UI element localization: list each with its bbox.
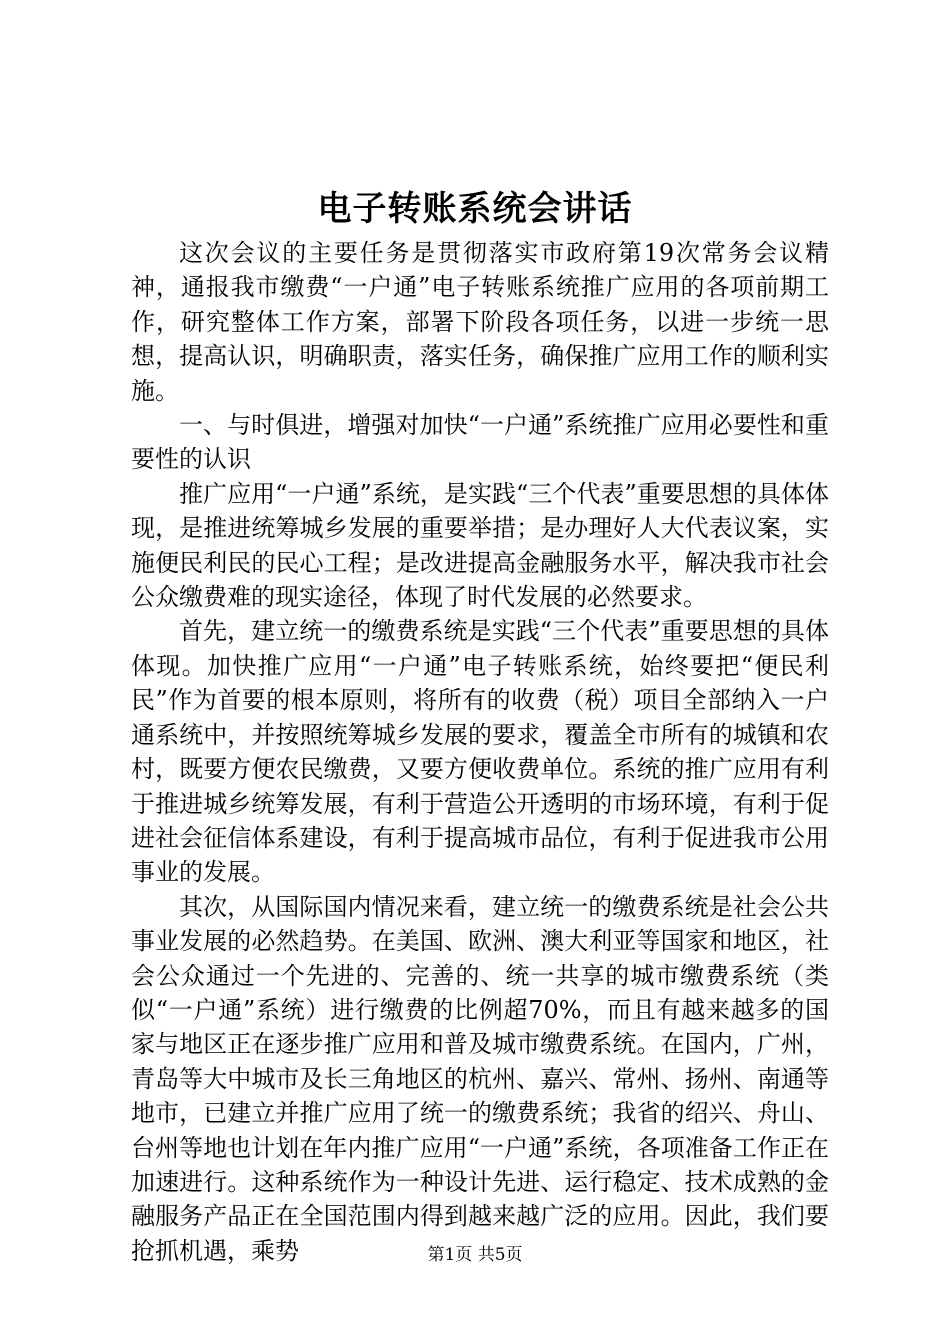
paragraph-second: 其次，从国际国内情况来看，建立统一的缴费系统是社会公共事业发展的必然趋势。在美国、欧洲、澳大利亚等国家和地区，社会公众通过一个先进的、完善的、统一共享的城市缴费系统（类似“一户通”系统）进行缴费的比例超70%，而且有越来越多的国家与地区正在逐步推广应用和普及城市缴费系统。在国内，广州，青岛等大中城市及长三角地区的杭州、嘉兴、常州、扬州、南通等地市，已建立并推广应用了统一的缴费系统；我省的绍兴、舟山、台州等地也计划在年内推广应用“一户通”系统，各项准备工作正在加速进行。这种系统作为一种设计先进、运行稳定、技术成熟的金融服务产品正在全国范围内得到越来越广泛的应用。因此，我们要抢抓机遇，乘势 [131, 892, 829, 1265]
paragraph-first: 首先，建立统一的缴费系统是实践“三个代表”重要思想的具体体现。加快推广应用“一户通”电子转账系统，始终要把“便民利民”作为首要的根本原则，将所有的收费（税）项目全部纳入一户通系统中，并按照统筹城乡发展的要求，覆盖全市所有的城镇和农村，既要方便农民缴费，又要方便收费单位。系统的推广应用有利于推进城乡统筹发展，有利于营造公开透明的市场环境，有利于促进社会征信体系建设，有利于提高城市品位，有利于促进我市公用事业的发展。 [131, 617, 829, 887]
page-number-footer: 第1页 共5页 [427, 1245, 523, 1265]
paragraph-significance: 推广应用“一户通”系统，是实践“三个代表”重要思想的具体体现，是推进统筹城乡发展的重要举措；是办理好人大代表议案，实施便民利民的民心工程；是改进提高金融服务水平，解决我市社会公众缴费难的现实途径，体现了时代发展的必然要求。 [131, 479, 829, 612]
document-title: 电子转账系统会讲话 [317, 189, 633, 229]
document-body [131, 236, 829, 1268]
paragraph-intro: 这次会议的主要任务是贯彻落实市政府第19次常务会议精神，通报我市缴费“一户通”电子转账系统推广应用的各项前期工作，研究整体工作方案，部署下阶段各项任务，以进一步统一思想，提高认识，明确职责，落实任务，确保推广应用工作的顺利实施。 [131, 239, 829, 405]
section-heading: 一、与时俱进，增强对加快“一户通”系统推广应用必要性和重要性的认识 [131, 411, 829, 474]
